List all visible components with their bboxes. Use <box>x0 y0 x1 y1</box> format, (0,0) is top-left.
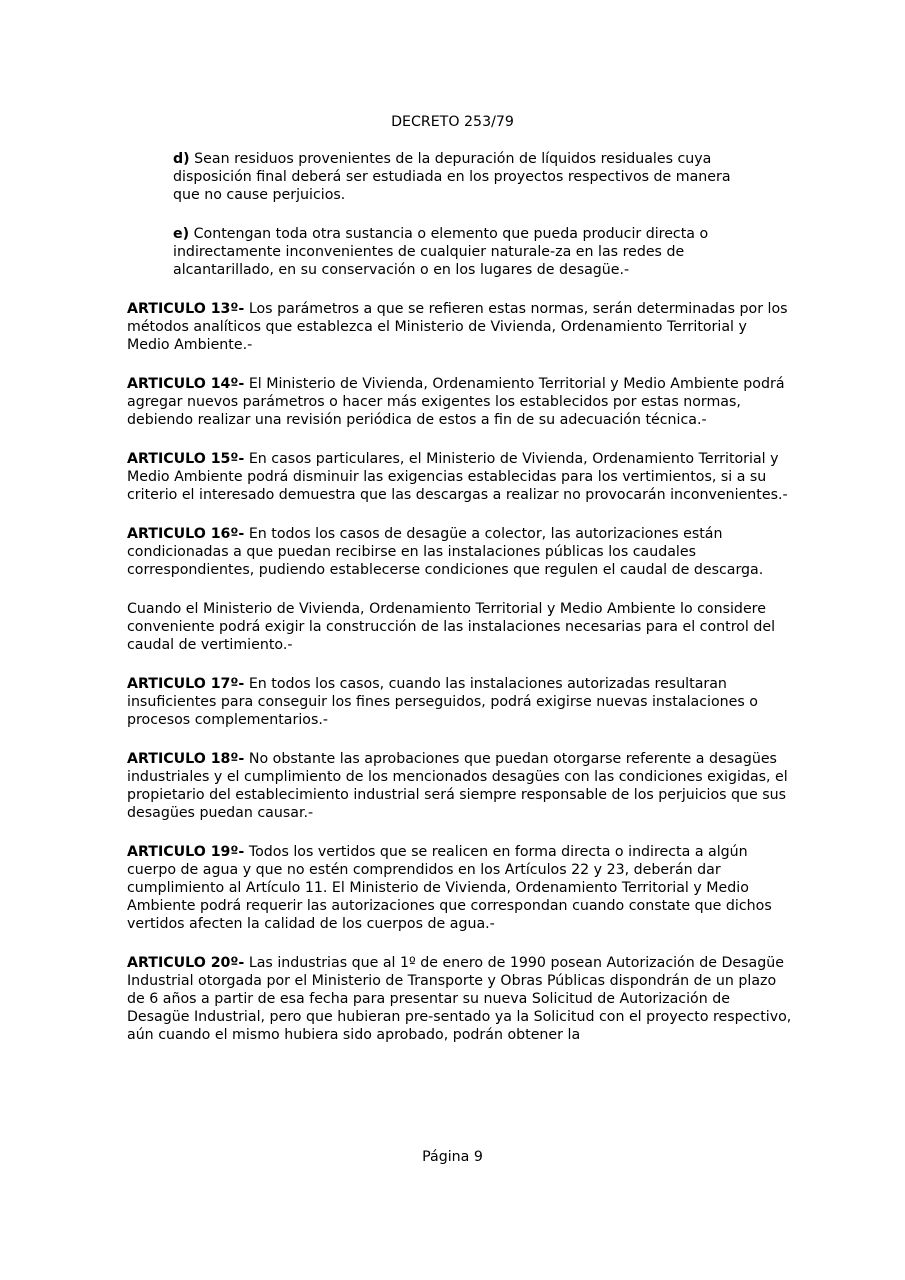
paragraph-text: Cuando el Ministerio de Vivienda, Ordenamiento Territorial y Medio Ambiente lo considere conveniente podrá exigir la construcción de las instalaciones necesarias para el control del caudal de vertimiento.- <box>127 601 776 653</box>
article-text: En casos particulares, el Ministerio de Vivienda, Ordenamiento Territorial y Medio Ambiente podrá disminuir las exigencias establecidas para los vertimientos, si a su criterio el interesado demuestra que las descargas a realizar no provocarán inconvenientes.- <box>127 451 788 503</box>
item-text: Contengan toda otra sustancia o elemento que pueda producir directa o indirectamente inconvenientes de cualquier naturale-za en las redes de alcantarillado, en su conservación o en los lugares de desagüe.- <box>173 226 709 278</box>
item-d <box>173 150 753 204</box>
article-17 <box>127 675 792 729</box>
article-text: Todos los vertidos que se realicen en forma directa o indirecta a algún cuerpo de agua y que no estén comprendidos en los Artículos 22 y 23, deberán dar cumplimiento al Artículo 11. El Ministerio de Vivienda, Ordenamiento Territorial y Medio Ambiente podrá requerir las autorizaciones que correspondan cuando constate que dichos vertidos afecten la calidad de los cuerpos de agua.- <box>127 844 772 932</box>
article-20 <box>127 954 792 1044</box>
article-18 <box>127 750 792 822</box>
item-label: e) <box>173 226 190 242</box>
item-text: Sean residuos provenientes de la depuración de líquidos residuales cuya disposición final deberá ser estudiada en los proyectos respectivos de manera que no cause perjuicios. <box>173 151 731 203</box>
item-label: d) <box>173 151 190 167</box>
article-label: ARTICULO 19º- <box>127 844 245 860</box>
article-text: El Ministerio de Vivienda, Ordenamiento Territorial y Medio Ambiente podrá agregar nuevos parámetros o hacer más exigentes los establecidos por estas normas, debiendo realizar una revisión periódica de estos a fin de su adecuación técnica.- <box>127 376 785 428</box>
article-label: ARTICULO 17º- <box>127 676 245 692</box>
article-15 <box>127 450 792 504</box>
article-text: Las industrias que al 1º de enero de 1990 posean Autorización de Desagüe Industrial otorgada por el Ministerio de Transporte y Obras Públicas dispondrán de un plazo de 6 años a partir de esa fecha para presentar su nueva Solicitud de Autorización de Desagüe Industrial, pero que hubieran pre-sentado ya la Solicitud con el proyecto respectivo, aún cuando el mismo hubiera sido aprobado, podrán obtener la <box>127 955 792 1043</box>
page-header: DECRETO 253/79 <box>391 114 514 130</box>
article-16 <box>127 525 792 579</box>
page-number: Página 9 <box>422 1149 483 1165</box>
article-label: ARTICULO 20º- <box>127 955 245 971</box>
article-label: ARTICULO 13º- <box>127 301 245 317</box>
article-label: ARTICULO 16º- <box>127 526 245 542</box>
article-text: En todos los casos de desagüe a colector, las autorizaciones están condicionadas a que puedan recibirse en las instalaciones públicas los caudales correspondientes, pudiendo establecerse condiciones que regulen el caudal de descarga. <box>127 526 764 578</box>
article-16-continuation <box>127 600 792 654</box>
article-label: ARTICULO 18º- <box>127 751 245 767</box>
article-14 <box>127 375 792 429</box>
article-text: En todos los casos, cuando las instalaciones autorizadas resultaran insuficientes para conseguir los fines perseguidos, podrá exigirse nuevas instalaciones o procesos complementarios.- <box>127 676 758 728</box>
document-body <box>127 150 792 1065</box>
article-text: No obstante las aprobaciones que puedan otorgarse referente a desagües industriales y el cumplimiento de los mencionados desagües con las condiciones exigidas, el propietario del establecimiento industrial será siempre responsable de los perjuicios que sus desagües puedan causar.- <box>127 751 788 821</box>
item-e <box>173 225 753 279</box>
article-13 <box>127 300 792 354</box>
article-label: ARTICULO 14º- <box>127 376 245 392</box>
article-label: ARTICULO 15º- <box>127 451 245 467</box>
article-text: Los parámetros a que se refieren estas normas, serán determinadas por los métodos analíticos que establezca el Ministerio de Vivienda, Ordenamiento Territorial y Medio Ambiente.- <box>127 301 788 353</box>
article-19 <box>127 843 792 933</box>
